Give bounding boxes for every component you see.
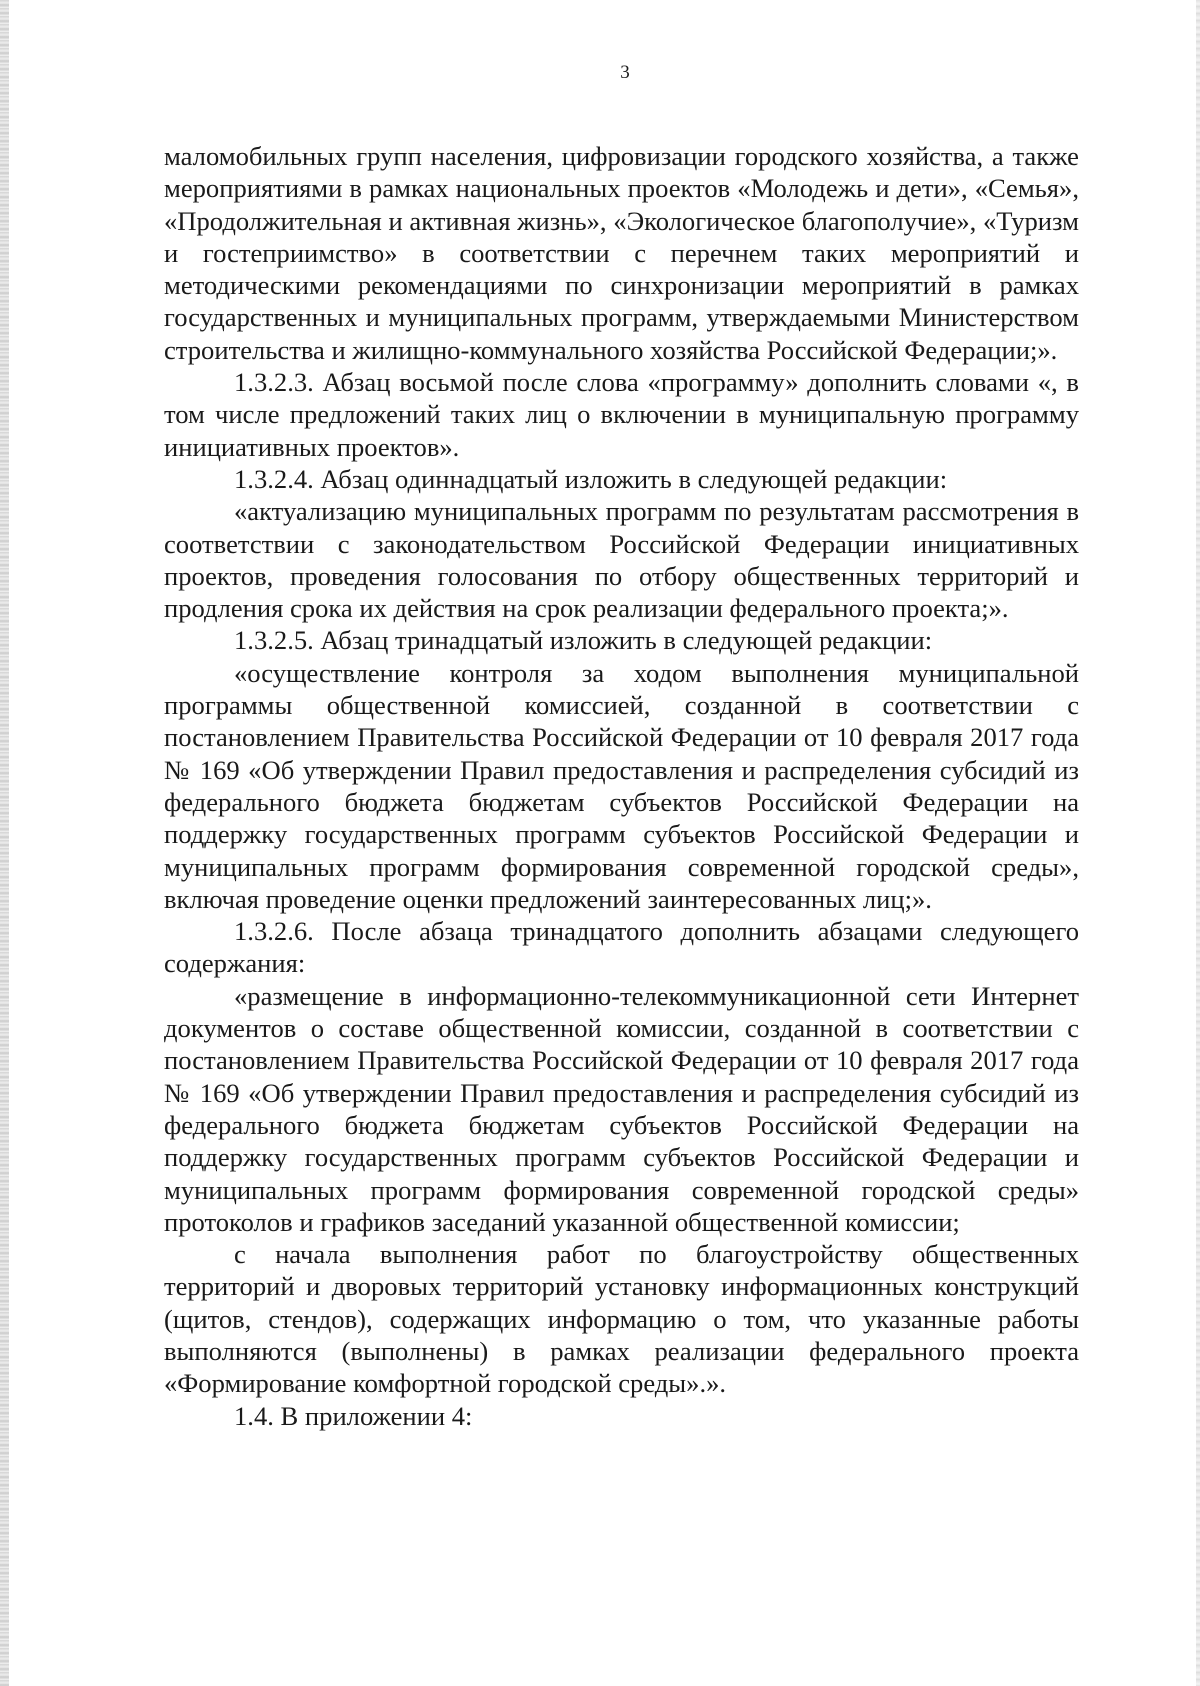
paragraph-1-3-2-4: 1.3.2.4. Абзац одиннадцатый изложить в следующей редакции: [234, 463, 948, 494]
scan-edge-left [0, 0, 9, 1686]
paragraph-1-3-2-6: 1.3.2.6. После абзаца тринадцатого дополнить абзацами следующего содержания: [164, 916, 1079, 979]
page-number: 3 [620, 62, 630, 83]
paragraph-information-boards: с начала выполнения работ по благоустройству общественных территорий и дворовых территорий установку информационных конструкций (щитов, стендов), содержащих информацию о том, что указанные работы выполняются (выполнены) в рамках реализации федерального проекта «Формирование комфортной городской среды».». [164, 1239, 1079, 1399]
paragraph-quote-control: «осуществление контроля за ходом выполнения муниципальной программы общественной комиссией, созданной в соответствии с постановлением Правительства Российской Федерации от 10 февраля 2017 года № 169 «Об утверждении Правил предоставления и распределения субсидий из федерального бюджета бюджетам субъектов Российской Федерации на поддержку государственных программ субъектов Российской Федерации и муниципальных программ формирования современной городской среды», включая проведение оценки предложений заинтересованных лиц;». [164, 657, 1079, 914]
paragraph-quote-actualization: «актуализацию муниципальных программ по результатам рассмотрения в соответствии с законодательством Российской Федерации инициативных проектов, проведения голосования по отбору общественных территорий и продления срока их действия на срок реализации федерального проекта;». [164, 496, 1079, 624]
paragraph-continuation: маломобильных групп населения, цифровизации городского хозяйства, а также мероприятиями в рамках национальных проектов «Молодежь и дети», «Семья», «Продолжительная и активная жизнь», «Экологическое благополучие», «Туризм и гостеприимство» в соответствии с перечнем таких мероприятий и методическими рекомендациями по синхронизации мероприятий в рамках государственных и муниципальных программ, утверждаемыми Министерством строительства и жилищно-коммунального хозяйства Российской Федерации;». [164, 141, 1079, 365]
scan-edge-right [1196, 0, 1200, 1686]
paragraph-1-3-2-3: 1.3.2.3. Абзац восьмой после слова «программу» дополнить словами «, в том числе предложений таких лиц о включении в муниципальную программу инициативных проектов». [164, 367, 1079, 462]
paragraph-quote-placement: «размещение в информационно-телекоммуникационной сети Интернет документов о составе общественной комиссии, созданной в соответствии с постановлением Правительства Российской Федерации от 10 февраля 2017 года № 169 «Об утверждении Правил предоставления и распределения субсидий из федерального бюджета бюджетам субъектов Российской Федерации на поддержку государственных программ субъектов Российской Федерации и муниципальных программ формирования современной городской среды» протоколов и графиков заседаний указанной общественной комиссии; [164, 980, 1079, 1237]
paragraph-1-3-2-5: 1.3.2.5. Абзац тринадцатый изложить в следующей редакции: [234, 625, 933, 656]
document-body [164, 140, 1079, 1432]
paragraph-1-4: 1.4. В приложении 4: [234, 1400, 473, 1431]
